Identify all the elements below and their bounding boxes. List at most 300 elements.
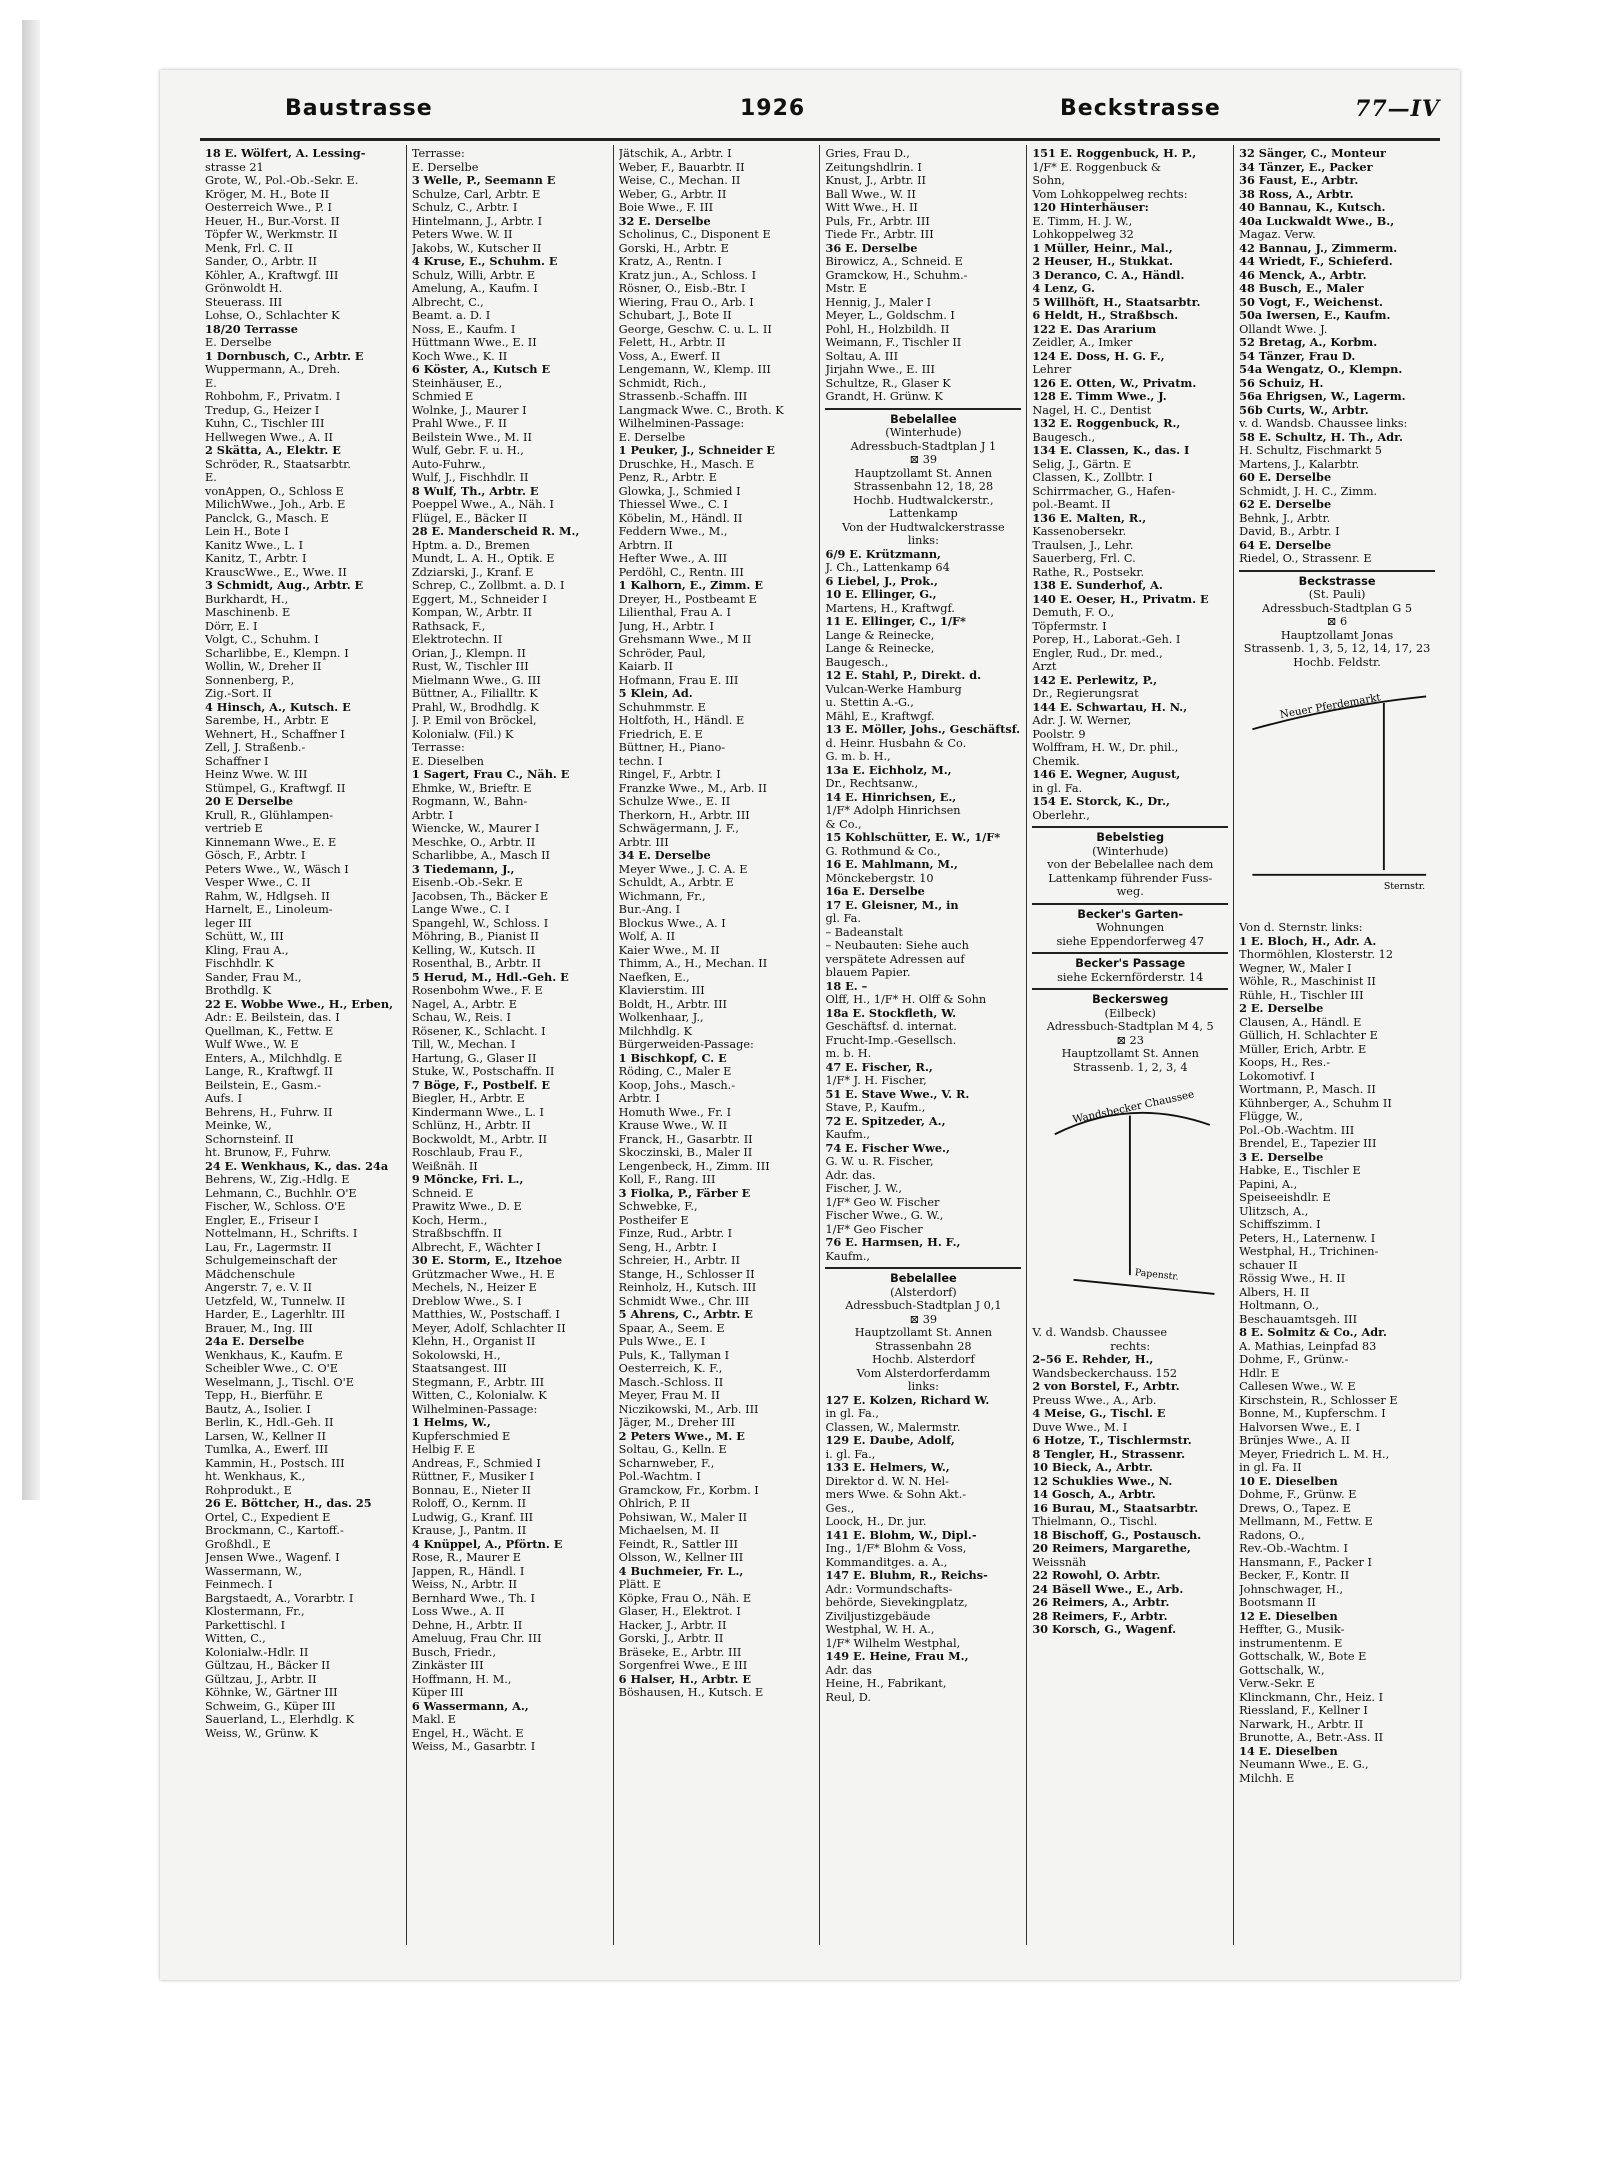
directory-entry: Schau, W., Reis. I <box>411 1011 512 1024</box>
directory-entry: G. m. b. H., <box>825 750 891 763</box>
directory-entry: Bebelstieg <box>1032 826 1228 845</box>
directory-entry: Kling, Frau A., <box>205 943 289 957</box>
directory-entry: Strassenbahn 12, 18, 28 <box>853 480 994 493</box>
directory-entry: Becker, F., Kontr. II <box>1239 1569 1350 1582</box>
directory-entry: 6 Wassermann, A., <box>411 1699 529 1713</box>
directory-entry: Mönckebergstr. 10 <box>825 871 934 885</box>
directory-entry: 40a Luckwaldt Wwe., B., <box>1239 214 1395 228</box>
directory-entry: Weiss, W., Grünw. K <box>205 1726 319 1740</box>
directory-entry: Loss Wwe., A. II <box>411 1605 505 1618</box>
directory-entry: verspätete Adressen auf <box>825 952 965 966</box>
directory-entry: Ulitzsch, A., <box>1239 1204 1309 1218</box>
directory-entry: 24a E. Derselbe <box>205 1335 305 1348</box>
directory-entry: Zeidler, A., Imker <box>1032 336 1133 349</box>
directory-entry: Schulz, C., Arbtr. I <box>411 201 518 214</box>
directory-entry: Bräseke, E., Arbtr. III <box>618 1645 742 1659</box>
directory-entry: Schreier, H., Arbtr. II <box>618 1254 740 1267</box>
directory-entry: 142 E. Perlewitz, P., <box>1032 673 1158 687</box>
directory-entry: Roloff, O., Kernm. II <box>411 1497 527 1510</box>
directory-entry: 6 Heldt, H., Straßbsch. <box>1032 309 1179 322</box>
directory-entry: Vulcan-Werke Hamburg <box>825 682 962 696</box>
directory-entry: 3 Tiedemann, J., <box>411 862 515 876</box>
directory-entry: 60 E. Derselbe <box>1239 471 1332 484</box>
directory-entry: Vesper Wwe., C. II <box>205 876 311 889</box>
directory-entry: Ringel, F., Arbtr. I <box>618 768 721 781</box>
directory-entry: Martens, J., Kalarbtr. <box>1239 457 1360 471</box>
directory-entry: mers Wwe. & Sohn Akt.- <box>825 1488 967 1501</box>
directory-entry: Kelling, W., Kutsch. II <box>411 943 536 957</box>
directory-entry: 24 Bäsell Wwe., E., Arb. <box>1032 1582 1184 1596</box>
directory-entry: 64 E. Derselbe <box>1239 538 1332 552</box>
directory-entry: Albers, H. II <box>1239 1285 1310 1299</box>
directory-entry: Beckstrasse <box>1239 570 1435 589</box>
directory-entry: Therkorn, H., Arbtr. III <box>618 808 750 822</box>
directory-entry: 16 Burau, M., Staatsarbtr. <box>1032 1501 1199 1515</box>
directory-entry: Kolonialw. (Fil.) K <box>411 727 514 741</box>
directory-entry: Stave, P., Kaufm., <box>825 1101 926 1114</box>
directory-entry: Rühle, H., Tischler III <box>1239 988 1364 1002</box>
directory-entry: Wulf, J., Fischhdlr. II <box>411 471 529 484</box>
directory-entry: 44 Wriedt, F., Schieferd. <box>1239 255 1393 268</box>
directory-entry: Roschlaub, Frau F., <box>411 1146 523 1159</box>
directory-entry: Sauerberg, Frl. C. <box>1032 552 1136 565</box>
directory-entry: behörde, Sievekingplatz, <box>825 1596 968 1609</box>
directory-entry: Schrep, C., Zollbmt. a. D. I <box>411 579 565 592</box>
directory-entry: Beilstein, E., Gasm.- <box>205 1078 322 1092</box>
directory-entry: Ball Wwe., W. II <box>825 187 916 201</box>
directory-entry: 2–56 E. Rehder, H., <box>1032 1353 1154 1366</box>
directory-entry: J. Ch., Lattenkamp 64 <box>825 561 950 574</box>
directory-entry: Lengenbeck, H., Zimm. III <box>618 1159 770 1173</box>
directory-entry: Wenkhaus, K., Kaufm. E <box>205 1348 343 1362</box>
directory-entry: 144 E. Schwartau, H. N., <box>1032 700 1188 714</box>
directory-entry: Callesen Wwe., W. E <box>1239 1380 1356 1393</box>
directory-entry: Spaar, A., Seem. E <box>618 1321 725 1335</box>
directory-entry: Grandt, H. Grünw. K <box>825 390 943 403</box>
directory-entry: Hartung, G., Glaser II <box>411 1051 537 1065</box>
directory-entry: Arbtrn. II <box>618 538 673 552</box>
directory-entry: m. b. H. <box>825 1047 872 1060</box>
directory-entry: 1 Müller, Heinr., Mal., <box>1032 241 1173 255</box>
directory-entry: 141 E. Blohm, W., Dipl.- <box>825 1528 977 1542</box>
directory-entry: Gries, Frau D., <box>825 147 910 160</box>
directory-entry: Röding, C., Maler E <box>618 1065 732 1078</box>
directory-entry: Köbelin, M., Händl. II <box>618 511 743 525</box>
directory-entry: Hptm. a. D., Bremen <box>411 538 530 552</box>
directory-entry: von der Bebelallee nach dem <box>1047 858 1214 871</box>
directory-entry: Jung, H., Arbtr. I <box>618 619 714 633</box>
directory-entry: Feinmech. I <box>205 1578 273 1591</box>
directory-entry: 120 Hinterhäuser: <box>1032 201 1149 214</box>
directory-entry: Milchh. E <box>1239 1771 1295 1785</box>
directory-entry: Flügel, E., Bäcker II <box>411 511 528 525</box>
column-6 <box>1234 145 1440 1945</box>
directory-entry: Gottschalk, W., <box>1239 1663 1325 1677</box>
directory-entry: Wolffram, H. W., Dr. phil., <box>1032 741 1179 754</box>
directory-entry: Nagel, H. C., Dentist <box>1032 403 1152 417</box>
directory-entry: 14 E. Dieselben <box>1239 1744 1338 1758</box>
directory-entry: Birowicz, A., Schneid. E <box>825 255 963 268</box>
directory-entry: Brauer, M., Ing. III <box>205 1321 313 1335</box>
directory-entry: Gorski, H., Arbtr. E <box>618 241 729 255</box>
directory-entry: Schulgemeinschaft der <box>205 1254 338 1267</box>
directory-entry: Von d. Sternstr. links: <box>1239 921 1363 934</box>
directory-entry: Arbtr. III <box>618 835 669 849</box>
directory-entry: Dreyer, H., Postbeamt E <box>618 592 757 606</box>
directory-entry: Pohsiwan, W., Maler II <box>618 1510 748 1524</box>
directory-entry: 6 Hotze, T., Tischlermstr. <box>1032 1434 1192 1447</box>
directory-entry: 22 Rowohl, O. Arbtr. <box>1032 1569 1161 1582</box>
directory-entry: Vom Alsterdorferdamm <box>856 1366 991 1380</box>
directory-entry: Kratz, A., Rentn. I <box>618 255 722 268</box>
directory-entry: Klostermann, Fr., <box>205 1605 305 1618</box>
directory-entry: Engler, E., Friseur I <box>205 1213 319 1227</box>
directory-entry: Radons, O., <box>1239 1528 1305 1542</box>
directory-entry: Flügge, W., <box>1239 1110 1304 1123</box>
directory-entry: Möhring, B., Pianist II <box>411 930 539 943</box>
directory-entry: Gösch, F., Arbtr. I <box>205 849 306 862</box>
directory-entry: Sander, Frau M., <box>205 970 302 984</box>
directory-entry: Masch.-Schloss. II <box>618 1375 724 1389</box>
directory-entry: Direktor d. W. N. Hel- <box>825 1474 949 1488</box>
directory-entry: (Eilbeck) <box>1104 1006 1156 1020</box>
directory-entry: 50 Vogt, F., Weichenst. <box>1239 295 1383 309</box>
directory-entry: Töpfer W., Werkmstr. II <box>205 228 338 241</box>
map-label-main: Neuer Pferdemarkt <box>1279 691 1382 721</box>
directory-entry: Kassenobersekr. <box>1032 525 1127 538</box>
directory-entry: Milchhdlg. K <box>618 1024 693 1038</box>
directory-entry: Beckersweg <box>1032 988 1228 1007</box>
map-label-cross: Sternstr. <box>1384 880 1426 892</box>
directory-entry: Oberlehr., <box>1032 808 1090 822</box>
directory-entry: Staatsangest. III <box>411 1362 507 1375</box>
directory-entry: Schmidt Wwe., Chr. III <box>618 1294 750 1308</box>
directory-entry: 15 Kohlschütter, E. W., 1/F* <box>825 831 1001 844</box>
directory-entry: Franck, H., Gasarbtr. II <box>618 1132 753 1146</box>
directory-entry: Mundt, L. A. H., Optik. E <box>411 552 555 565</box>
directory-entry: Hoffmann, H. M., <box>411 1672 512 1686</box>
directory-entry: Töpfermstr. I <box>1032 619 1107 633</box>
directory-entry: Vom Lohkoppelweg rechts: <box>1032 187 1188 201</box>
directory-entry: Zig.-Sort. II <box>205 687 272 700</box>
directory-entry: Hochb. Feldstr. <box>1293 655 1381 669</box>
directory-entry: Oesterreich, K. F., <box>618 1362 723 1375</box>
directory-entry: Koops, H., Res.- <box>1239 1056 1331 1069</box>
directory-entry: Feddern Wwe., M., <box>618 525 728 538</box>
directory-entry: E. Dieselben <box>411 754 484 768</box>
directory-entry: 72 E. Spitzeder, A., <box>825 1114 946 1128</box>
directory-entry: Dr., Regierungsrat <box>1032 687 1139 700</box>
directory-entry: Meschke, O., Arbtr. II <box>411 835 536 849</box>
street-map-beckstrasse <box>1243 675 1431 915</box>
directory-entry: Hofmann, Frau E. III <box>618 673 739 687</box>
directory-entry: MilichWwe., Joh., Arb. E <box>205 498 346 511</box>
directory-entry: Kammin, H., Postsch. III <box>205 1456 345 1470</box>
directory-entry: Arzt <box>1032 660 1057 673</box>
directory-entry: schauer II <box>1239 1258 1298 1272</box>
directory-entry: 8 Wulf, Th., Arbtr. E <box>411 484 539 498</box>
directory-entry: George, Geschw. C. u. L. II <box>618 322 772 336</box>
directory-entry: 2 E. Derselbe <box>1239 1002 1324 1015</box>
directory-entry: 1/F* Adolph Hinrichsen <box>825 804 961 817</box>
directory-entry: Hauptzollamt St. Annen <box>1061 1047 1199 1060</box>
directory-entry: Lange, R., Kraftwgf. II <box>205 1065 333 1078</box>
directory-entry: 147 E. Bluhm, R., Reichs- <box>825 1569 988 1582</box>
directory-entry: Büttner, A., Filialltr. K <box>411 687 538 700</box>
directory-entry: Terrasse: <box>411 741 465 754</box>
directory-entry: Adressbuch-Stadtplan J 0,1 <box>845 1299 1002 1312</box>
directory-entry: Kirschstein, R., Schlosser E <box>1239 1393 1398 1407</box>
directory-entry: Wuppermann, A., Dreh. <box>205 363 341 376</box>
directory-entry: Feindt, R., Sattler III <box>618 1537 738 1551</box>
directory-entry: Stuke, W., Postschaffn. II <box>411 1065 555 1078</box>
directory-entry: Koop, Johs., Masch.- <box>618 1078 736 1092</box>
directory-entry: Schubart, J., Bote II <box>618 309 732 322</box>
directory-entry: Rose, R., Maurer E <box>411 1551 521 1564</box>
directory-entry: Peters Wwe., W., Wäsch I <box>205 862 349 876</box>
directory-entry: Adressbuch-Stadtplan M 4, 5 <box>1046 1020 1214 1033</box>
directory-entry: Makl. E <box>411 1713 457 1726</box>
directory-entry: Gottschalk, W., Bote E <box>1239 1650 1367 1663</box>
directory-entry: Schulze, Carl, Arbtr. E <box>411 187 541 201</box>
directory-entry: 4 Knüppel, A., Pförtn. E <box>411 1537 563 1551</box>
directory-entry: 18 Bischoff, G., Postausch. <box>1032 1528 1202 1542</box>
directory-entry: Weber, G., Arbtr. II <box>618 187 727 201</box>
directory-entry: vonAppen, O., Schloss E <box>205 484 344 498</box>
directory-entry: 76 E. Harmsen, H. F., <box>825 1236 961 1249</box>
column-2 <box>407 145 614 1945</box>
directory-entry: Brockmann, C., Kartoff.- <box>205 1524 344 1537</box>
directory-entry: Sohn, <box>1032 174 1065 187</box>
directory-entry: Westphal, W. H. A., <box>825 1623 935 1636</box>
directory-entry: Berlin, K., Hdl.-Geh. II <box>205 1416 334 1429</box>
directory-entry: Bebelallee <box>825 1267 1021 1286</box>
directory-entry: 20 E Derselbe <box>205 795 294 808</box>
directory-entry: Hauptzollamt Jonas <box>1280 628 1394 642</box>
directory-entry: 5 Willhöft, H., Staatsarbtr. <box>1032 295 1201 309</box>
directory-entry: 1/F* E. Roggenbuck & <box>1032 160 1161 174</box>
directory-entry: Wolnke, J., Maurer I <box>411 403 527 417</box>
directory-entry: David, B., Arbtr. I <box>1239 525 1340 538</box>
directory-entry: Lange & Reinecke, <box>825 628 935 642</box>
directory-entry: 40 Bannau, K., Kutsch. <box>1239 201 1386 214</box>
directory-entry: Rösener, K., Schlacht. I <box>411 1024 546 1038</box>
directory-entry: Weissnäh <box>1032 1555 1087 1569</box>
directory-entry: Beamt. a. D. I <box>411 309 491 322</box>
directory-entry: Westphal, H., Trichinen- <box>1239 1245 1379 1258</box>
directory-entry: Bargstaedt, A., Vorarbtr. I <box>205 1591 354 1605</box>
directory-entry: Druschke, H., Masch. E <box>618 457 755 471</box>
map-road-papenstr <box>1074 1280 1215 1294</box>
directory-entry: Chemik. <box>1032 754 1080 768</box>
directory-entry: Mädchenschule <box>205 1267 296 1281</box>
directory-entry: Classen, W., Malermstr. <box>825 1420 961 1434</box>
directory-entry: Kaufm., <box>825 1249 871 1263</box>
directory-entry: Lau, Fr., Lagermstr. II <box>205 1240 332 1254</box>
directory-entry: 140 E. Oeser, H., Privatm. E <box>1032 592 1209 606</box>
directory-entry: Wichmann, Fr., <box>618 889 706 903</box>
directory-entry: Kaiarb. II <box>618 660 673 673</box>
directory-entry: Stegmann, F., Arbtr. III <box>411 1375 545 1389</box>
directory-entry: Demuth, F. O., <box>1032 606 1115 619</box>
directory-entry: Oesterreich Wwe., P. I <box>205 201 332 214</box>
directory-page <box>160 70 1460 1980</box>
directory-entry: Schröder, Paul, <box>618 646 706 660</box>
directory-entry: Weimann, F., Tischler II <box>825 336 962 349</box>
directory-entry: 10 Bieck, A., Arbtr. <box>1032 1461 1153 1474</box>
directory-entry: Schuldt, A., Arbtr. E <box>618 876 734 889</box>
directory-entry: Perdöhl, C., Rentn. III <box>618 565 744 579</box>
directory-entry: Magaz. Verw. <box>1239 228 1316 241</box>
directory-entry: 54a Wengatz, O., Klempn. <box>1239 363 1403 376</box>
map-svg <box>1243 675 1431 915</box>
directory-entry: Schulze Wwe., E. II <box>618 795 731 808</box>
directory-entry: Zeitungshdlrin. I <box>825 160 922 174</box>
directory-entry: 38 Ross, A., Arbtr. <box>1239 187 1354 201</box>
directory-entry: Schiffszimm. I <box>1239 1218 1321 1231</box>
directory-entry: Lattenkamp führender Fuss- <box>1048 871 1213 885</box>
directory-entry: Schütt, W., III <box>205 930 284 943</box>
directory-entry: Drews, O., Tapez. E <box>1239 1501 1351 1515</box>
directory-entry: Rahm, W., Hdlgseh. II <box>205 889 330 903</box>
directory-entry: Krause, J., Pantm. II <box>411 1524 527 1537</box>
directory-entry: Volgt, C., Schuhm. I <box>205 633 319 646</box>
directory-entry: siehe Eppendorferweg 47 <box>1056 934 1205 948</box>
directory-entry: Schmidt, J. H. C., Zimm. <box>1239 484 1378 498</box>
directory-entry: 5 Ahrens, C., Arbtr. E <box>618 1308 753 1321</box>
directory-entry: Poeppel Wwe., A., Näh. I <box>411 498 555 511</box>
directory-entry: Lengemann, W., Klemp. III <box>618 363 771 376</box>
directory-entry: Lohkoppelweg 32 <box>1032 228 1134 241</box>
directory-entry: Wohnungen <box>1096 921 1165 934</box>
directory-entry: Riessland, F., Kellner I <box>1239 1704 1368 1717</box>
directory-entry: Matthies, W., Postschaff. I <box>411 1308 560 1321</box>
directory-entry: 2 von Borstel, F., Arbtr. <box>1032 1380 1180 1393</box>
directory-entry: 13a E. Eichholz, M., <box>825 763 952 777</box>
directory-entry: 56a Ehrigsen, W., Lagerm. <box>1239 390 1406 403</box>
directory-entry: v. d. Wandsb. Chaussee links: <box>1239 417 1408 430</box>
directory-entry: Grönwoldt H. <box>205 282 283 295</box>
directory-entry: Baugesch., <box>825 655 889 669</box>
directory-entry: Halvorsen Wwe., E. I <box>1239 1420 1360 1434</box>
directory-entry: Reinholz, H., Kutsch. III <box>618 1281 757 1294</box>
directory-entry: Dohme, F., Grünw. E <box>1239 1488 1357 1501</box>
directory-entry: Grützmacher Wwe., H. E <box>411 1267 555 1281</box>
directory-entry: Wulf, Gebr. F. u. H., <box>411 444 524 457</box>
directory-entry: Kuhn, C., Tischler III <box>205 417 325 430</box>
directory-entry: in gl. Fa. <box>1032 781 1083 795</box>
directory-entry: Meyer, Adolf, Schlachter II <box>411 1321 566 1335</box>
page-header <box>200 96 1440 136</box>
directory-entry: 18 E. Wölfert, A. Lessing- <box>205 147 366 160</box>
directory-entry: Zell, J. Straßenb.- <box>205 741 306 754</box>
directory-entry: A. Mathias, Leinpfad 83 <box>1239 1339 1377 1353</box>
directory-entry: Mellmann, M., Fettw. E <box>1239 1515 1373 1528</box>
directory-entry: 6/9 E. Krützmann, <box>825 547 941 561</box>
directory-entry: 151 E. Roggenbuck, H. P., <box>1032 147 1197 160</box>
directory-entry: Weißnäh. II <box>411 1159 478 1173</box>
directory-entry: Jirjahn Wwe., E. III <box>825 363 935 376</box>
directory-entry: links: <box>907 1380 939 1393</box>
directory-entry: Tumlka, A., Ewerf. III <box>205 1443 329 1456</box>
map-label-cross: Papenstr. <box>1134 1267 1180 1283</box>
directory-entry: Lein H., Bote I <box>205 525 289 538</box>
directory-entry: 4 Buchmeier, Fr. L., <box>618 1564 744 1578</box>
directory-entry: Klavierstim. III <box>618 984 705 997</box>
directory-entry: Puls, K., Tallyman I <box>618 1348 730 1362</box>
directory-entry: Kühnberger, A., Schuhm II <box>1239 1096 1392 1110</box>
directory-entry: H. Schultz, Fischmarkt 5 <box>1239 444 1382 457</box>
directory-entry: Loock, H., Dr. jur. <box>825 1515 927 1528</box>
directory-entry: Preuss Wwe., A., Arb. <box>1032 1393 1157 1407</box>
directory-entry: Langmack Wwe. C., Broth. K <box>618 403 784 417</box>
directory-entry: 58 E. Schultz, H. Th., Adr. <box>1239 430 1403 444</box>
directory-entry: Witten, C., Kolonialw. K <box>411 1389 547 1402</box>
directory-entry: Jacobsen, Th., Bäcker E <box>411 889 549 903</box>
directory-entry: Mstr. E <box>825 282 867 295</box>
directory-entry: 138 E. Sunderhof, A. <box>1032 579 1163 592</box>
directory-entry: Till, W., Mechan. I <box>411 1038 516 1051</box>
directory-entry: 149 E. Heine, Frau M., <box>825 1650 969 1663</box>
directory-entry: Dohme, F., Grünw.- <box>1239 1353 1349 1366</box>
directory-entry: Thielmann, O., Tischl. <box>1032 1515 1158 1528</box>
directory-entry: Thiessel Wwe., C. I <box>618 498 728 511</box>
directory-entry: 1 Dornbusch, C., Arbtr. E <box>205 349 364 363</box>
directory-entry: Rathe, R., Postsekr. <box>1032 565 1145 579</box>
directory-entry: i. gl. Fa., <box>825 1447 876 1461</box>
directory-entry: Lehmann, C., Buchhlr. O'E <box>205 1186 357 1200</box>
directory-entry: 28 Reimers, F., Arbtr. <box>1032 1609 1168 1623</box>
directory-entry: Sarembe, H., Arbtr. E <box>205 714 329 727</box>
directory-entry: Rust, W., Tischler III <box>411 660 529 673</box>
directory-entry: 16a E. Derselbe <box>825 885 925 898</box>
directory-entry: Gültzau, H., Bäcker II <box>205 1659 331 1672</box>
directory-entry: Schaffner I <box>205 754 269 768</box>
directory-entry: 30 E. Storm, E., Itzehoe <box>411 1254 563 1267</box>
directory-entry: Rathsack, F., <box>411 619 486 633</box>
directory-entry: E. Derselbe <box>205 336 272 349</box>
directory-entry: Weiss, N., Arbtr. II <box>411 1578 518 1591</box>
directory-entry: 12 Schuklies Wwe., N. <box>1032 1474 1173 1488</box>
column-1 <box>200 145 407 1945</box>
directory-entry: Wiering, Frau O., Arb. I <box>618 295 754 309</box>
directory-entry: Heuer, H., Bur.-Vorst. II <box>205 214 340 228</box>
directory-entry: Terrasse: <box>411 147 465 160</box>
directory-entry: Meinke, W., <box>205 1119 272 1132</box>
directory-entry: Friedrich, E. E <box>618 727 703 741</box>
directory-entry: Boldt, H., Arbtr. III <box>618 997 728 1011</box>
directory-entry: u. Stettin A.-G., <box>825 696 914 709</box>
directory-entry: Steuerass. III <box>205 295 283 309</box>
directory-entry: Soltau, G., Kelln. E <box>618 1443 727 1456</box>
directory-entry: ⊠ 23 <box>1116 1033 1144 1047</box>
directory-entry: Köpke, Frau O., Näh. E <box>618 1591 752 1605</box>
column-5 <box>1027 145 1234 1945</box>
directory-entry: Ortel, C., Expedient E <box>205 1510 331 1524</box>
directory-entry: – Neubauten: Siehe auch <box>825 939 969 952</box>
directory-entry: Albrecht, F., Wächter I <box>411 1240 541 1254</box>
directory-entry: Peters, H., Laternenw. I <box>1239 1231 1376 1245</box>
directory-entry: Kröger, M. H., Bote II <box>205 187 330 201</box>
directory-entry: Noss, E., Kaufm. I <box>411 322 516 336</box>
directory-entry: Grote, W., Pol.-Ob.-Sekr. E. <box>205 174 359 187</box>
directory-entry: Meyer, Friedrich L. M. H., <box>1239 1447 1390 1461</box>
directory-entry: Bautz, A., Isolier. I <box>205 1402 311 1416</box>
directory-entry: Kaier Wwe., M. II <box>618 943 720 957</box>
directory-entry: 10 E. Ellinger, G., <box>825 588 937 601</box>
directory-entry: Hochb. Alsterdorf <box>872 1353 975 1366</box>
directory-entry: Voss, A., Ewerf. II <box>618 349 721 363</box>
